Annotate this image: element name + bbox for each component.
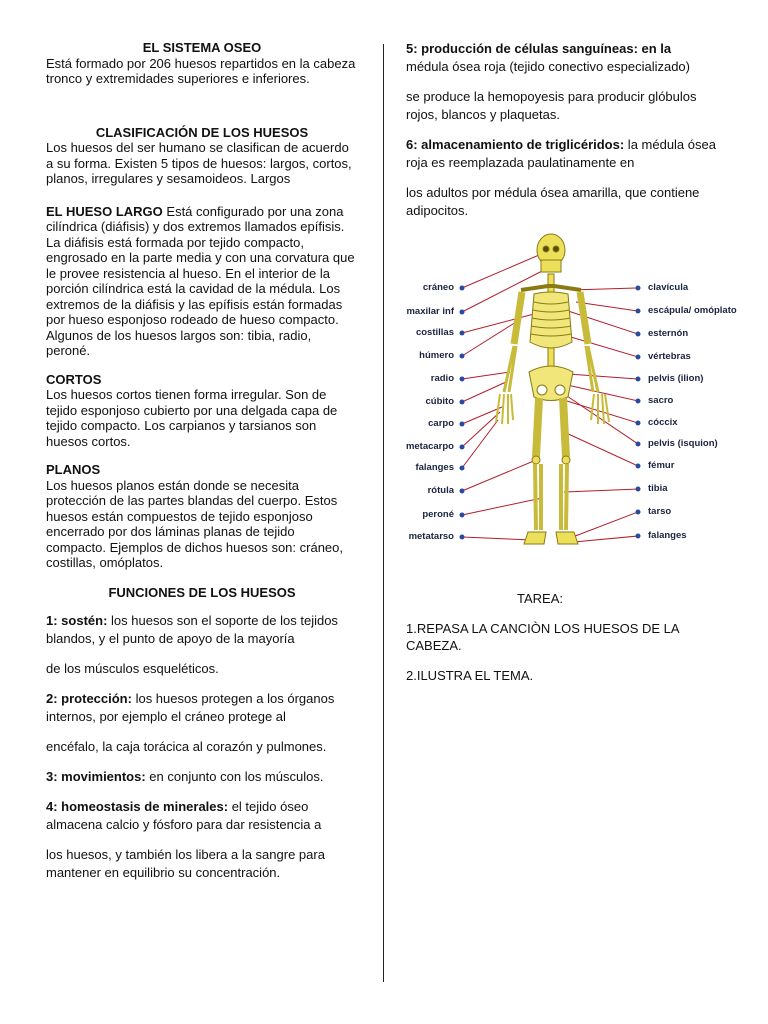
function-1 bbox=[46, 612, 358, 648]
long-bone-heading: EL HUESO LARGO bbox=[46, 203, 163, 219]
function-5-text: médula ósea roja (tejido conectivo especializado) bbox=[406, 59, 690, 74]
left-column bbox=[46, 40, 358, 882]
function-2-heading: 2: protección: bbox=[46, 691, 132, 706]
function-3-heading: 3: movimientos: bbox=[46, 769, 146, 784]
skeleton-label-right: cóccix bbox=[648, 417, 678, 428]
flat-bones-heading: PLANOS bbox=[46, 462, 101, 477]
function-4-heading: 4: homeostasis de minerales: bbox=[46, 799, 229, 814]
label-dot bbox=[460, 513, 465, 518]
leader-line bbox=[462, 537, 532, 540]
label-dot bbox=[460, 286, 465, 291]
label-dot bbox=[460, 489, 465, 494]
skeleton-label-right: escápula/ omóplato bbox=[648, 305, 737, 316]
label-dot bbox=[636, 399, 641, 404]
skeleton-label-left: costillas bbox=[415, 327, 454, 338]
skeleton-label-left: cúbito bbox=[425, 396, 454, 407]
skeleton-label-left: carpo bbox=[428, 418, 454, 429]
skeleton-label-right: fémur bbox=[648, 460, 675, 471]
classification-text: Los huesos del ser humano se clasifican de acuerdo a su forma. Existen 5 tipos de huesos: largos, cortos, planos, irregulares y sesamoideos. Largos bbox=[46, 140, 352, 186]
function-5-heading: 5: producción de células sanguíneas: en la bbox=[406, 41, 672, 56]
function-4 bbox=[46, 798, 358, 834]
label-dot bbox=[636, 534, 641, 539]
label-dot bbox=[460, 400, 465, 405]
function-3 bbox=[46, 768, 358, 786]
column-divider bbox=[383, 44, 384, 982]
skeleton-label-right: pelvis (isquion) bbox=[648, 438, 718, 449]
skeleton-label-left: peroné bbox=[422, 509, 454, 520]
label-dot bbox=[636, 442, 641, 447]
function-6 bbox=[406, 136, 728, 172]
skeleton-label-left: rótula bbox=[427, 485, 454, 496]
function-2 bbox=[46, 690, 358, 726]
skeleton-label-left: radio bbox=[430, 373, 454, 384]
label-dot bbox=[460, 354, 465, 359]
long-bone-paragraph bbox=[46, 204, 358, 359]
leader-line bbox=[462, 322, 516, 356]
skeleton-diagram bbox=[396, 232, 748, 554]
functions-list bbox=[46, 612, 358, 882]
right-column bbox=[406, 40, 728, 220]
flat-bones-text: Los huesos planos están donde se necesita protección de las partes blandas del cuerpo. Estos huesos están compuestos de tejido esponjoso encerrado por dos láminas planas de tejido compacto. Ejemplos de dichos huesos son: cráneo, costillas, omóplatos. bbox=[46, 477, 344, 570]
label-dot bbox=[636, 332, 641, 337]
skeleton-label-right: falanges bbox=[648, 530, 687, 541]
leader-line bbox=[462, 498, 542, 515]
label-dot bbox=[636, 510, 641, 515]
function-5-continued: se produce la hemopoyesis para producir glóbulos rojos, blancos y plaquetas. bbox=[406, 89, 697, 122]
short-bones-heading: CORTOS bbox=[46, 371, 102, 387]
leader-line bbox=[574, 536, 638, 542]
skeleton-label-left: húmero bbox=[419, 350, 454, 361]
function-6-heading: 6: almacenamiento de triglicéridos: bbox=[406, 137, 625, 152]
homework-task-1: 1.REPASA LA CANCIÒN LOS HUESOS DE LA CABEZA. bbox=[406, 621, 679, 653]
function-6-text: la médula ósea roja es reemplazada paulatinamente en bbox=[406, 137, 716, 170]
leader-line bbox=[462, 412, 500, 447]
label-dot bbox=[636, 355, 641, 360]
function-4-text: el tejido óseo almacena calcio y fósforo para dar resistencia a bbox=[46, 799, 322, 832]
label-dot bbox=[636, 464, 641, 469]
label-dot bbox=[636, 421, 641, 426]
label-dot bbox=[460, 422, 465, 427]
leader-line bbox=[570, 512, 638, 538]
skeleton-label-left: metatarso bbox=[408, 531, 454, 542]
homework-title: TAREA: bbox=[517, 591, 563, 606]
skeleton-label-right: pelvis (ilion) bbox=[648, 373, 704, 384]
skeleton-label-right: esternón bbox=[648, 328, 689, 339]
leader-line bbox=[564, 489, 638, 492]
leader-line bbox=[462, 420, 498, 468]
label-dot bbox=[460, 377, 465, 382]
function-1-text: los huesos son el soporte de los tejidos blandos, y el punto de apoyo de la mayoría bbox=[46, 613, 338, 646]
function-2-text: los huesos protegen a los órganos internos, por ejemplo el cráneo protege al bbox=[46, 691, 335, 724]
skeleton-label-left: metacarpo bbox=[405, 441, 454, 452]
label-dot bbox=[636, 487, 641, 492]
label-dot bbox=[636, 286, 641, 291]
functions-title: FUNCIONES DE LOS HUESOS bbox=[108, 584, 296, 600]
function-1-heading: 1: sostén: bbox=[46, 613, 108, 628]
skeleton-label-left: falanges bbox=[415, 462, 454, 473]
label-dot bbox=[460, 310, 465, 315]
page-title: EL SISTEMA OSEO bbox=[142, 40, 262, 55]
skeleton-label-right: clavícula bbox=[648, 282, 689, 293]
classification-title: CLASIFICACIÓN DE LOS HUESOS bbox=[95, 124, 309, 140]
skeleton-label-right: tarso bbox=[648, 506, 672, 517]
label-dot bbox=[460, 331, 465, 336]
function-6-continued: los adultos por médula ósea amarilla, que contiene adipocitos. bbox=[406, 185, 700, 218]
function-3-text: en conjunto con los músculos. bbox=[145, 769, 324, 784]
skeleton-label-left: maxilar inf bbox=[406, 306, 454, 317]
label-dot bbox=[636, 377, 641, 382]
function-1-continued: de los músculos esqueléticos. bbox=[46, 661, 219, 676]
skeleton-label-right: sacro bbox=[648, 395, 674, 406]
label-dot bbox=[460, 466, 465, 471]
leader-line bbox=[462, 314, 534, 333]
skeleton-label-right: vértebras bbox=[648, 351, 691, 362]
skeleton-label-left: cráneo bbox=[422, 282, 454, 293]
long-bone-text: Está configurado por una zona cilíndrica (diáfisis) y dos extremos llamados epífisis. La diáfisis está formada por tejido compacto, engrosado en la parte media y con una corvatura que le provee resistencia al hueso. En el interior de la porción cilíndrica está la cavidad de la médula. Los extremos de la diáfisis y las epífisis están formadas por hueso esponjoso rodeado de hueso compacto. Algunos de los huesos largos son: tibia, radio, peroné. bbox=[46, 203, 355, 358]
function-2-continued: encéfalo, la caja torácica al corazón y pulmones. bbox=[46, 739, 327, 754]
label-dot bbox=[460, 445, 465, 450]
skeleton-label-right: tibia bbox=[648, 483, 668, 494]
leader-line bbox=[462, 372, 510, 379]
skeleton-bones bbox=[496, 234, 609, 544]
leader-line bbox=[564, 394, 638, 444]
leader-line bbox=[462, 252, 546, 288]
skeleton-figure bbox=[396, 232, 748, 554]
label-dot bbox=[636, 309, 641, 314]
label-dot bbox=[460, 535, 465, 540]
leader-line bbox=[568, 374, 638, 379]
homework-task-2: 2.ILUSTRA EL TEMA. bbox=[406, 668, 534, 683]
intro-text: Está formado por 206 huesos repartidos en la cabeza tronco y extremidades superiores e inferiores. bbox=[46, 55, 356, 86]
short-bones-text: Los huesos cortos tienen forma irregular. Son de tejido esponjoso cubierto por una delgada capa de tejido compacto. Los carpianos y tarsianos son huesos cortos. bbox=[46, 387, 338, 449]
function-4-continued: los huesos, y también los libera a la sangre para mantener en equilibrio su concentración. bbox=[46, 847, 325, 880]
leader-line bbox=[462, 460, 536, 491]
